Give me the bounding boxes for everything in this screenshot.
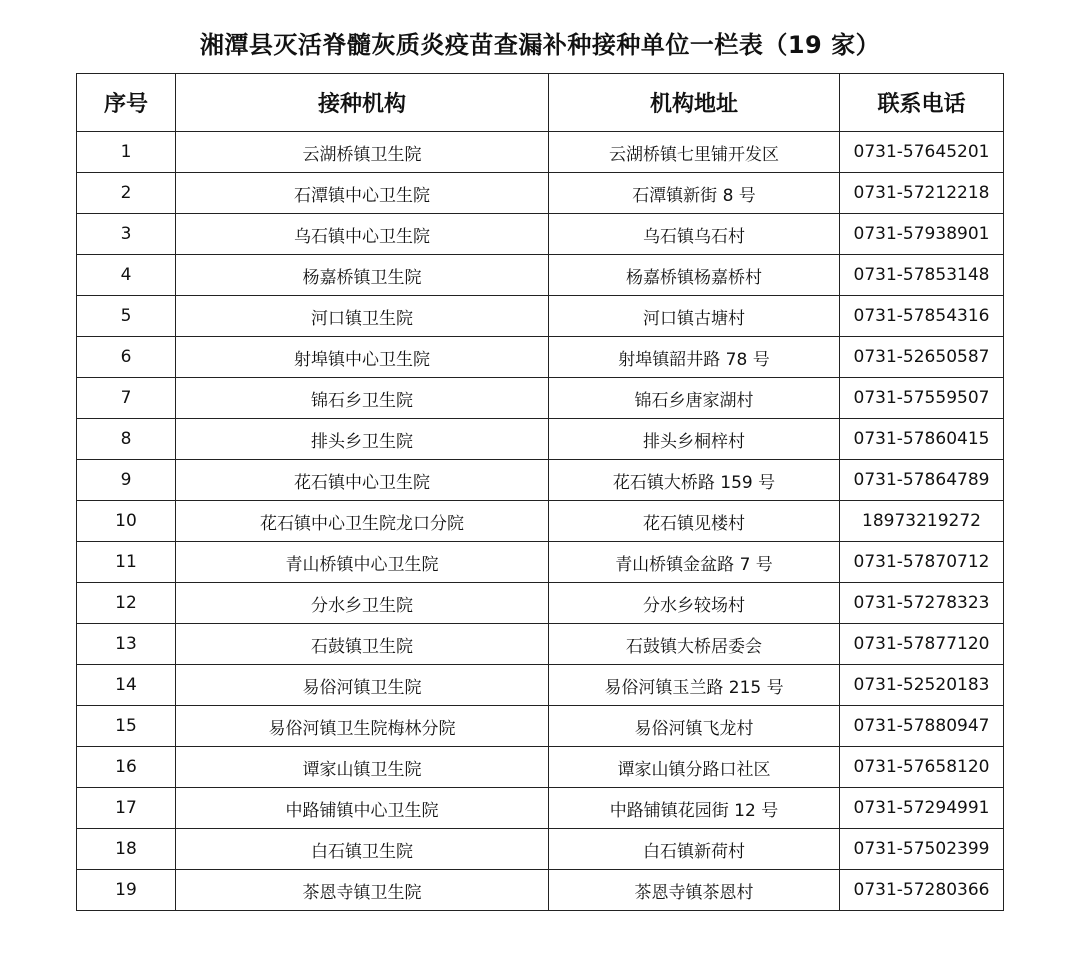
row-phone: 0731-57658120 — [840, 747, 1004, 788]
row-address: 杨嘉桥镇杨嘉桥村 — [549, 255, 840, 296]
row-address: 中路铺镇花园街 12 号 — [549, 788, 840, 829]
row-institution: 石潭镇中心卫生院 — [176, 173, 549, 214]
row-phone: 0731-57860415 — [840, 419, 1004, 460]
header-index: 序号 — [77, 74, 176, 132]
row-institution: 排头乡卫生院 — [176, 419, 549, 460]
row-phone: 0731-57877120 — [840, 624, 1004, 665]
row-address: 石鼓镇大桥居委会 — [549, 624, 840, 665]
row-institution: 青山桥镇中心卫生院 — [176, 542, 549, 583]
table-row — [77, 296, 1004, 337]
header-institution: 接种机构 — [176, 74, 549, 132]
row-address: 分水乡较场村 — [549, 583, 840, 624]
row-index: 16 — [77, 747, 176, 788]
table-row — [77, 132, 1004, 173]
row-institution: 分水乡卫生院 — [176, 583, 549, 624]
row-phone: 0731-57854316 — [840, 296, 1004, 337]
table-row — [77, 419, 1004, 460]
table-row — [77, 870, 1004, 911]
row-phone: 0731-57502399 — [840, 829, 1004, 870]
row-index: 1 — [77, 132, 176, 173]
row-phone: 0731-57212218 — [840, 173, 1004, 214]
row-phone: 0731-52650587 — [840, 337, 1004, 378]
row-index: 15 — [77, 706, 176, 747]
row-index: 7 — [77, 378, 176, 419]
table-row — [77, 583, 1004, 624]
row-institution: 花石镇中心卫生院 — [176, 460, 549, 501]
row-phone: 0731-57853148 — [840, 255, 1004, 296]
table-row — [77, 665, 1004, 706]
table-row — [77, 460, 1004, 501]
row-phone: 0731-57559507 — [840, 378, 1004, 419]
row-index: 13 — [77, 624, 176, 665]
table-row — [77, 788, 1004, 829]
header-address: 机构地址 — [549, 74, 840, 132]
page-title: 湘潭县灭活脊髓灰质炎疫苗查漏补种接种单位一栏表（19 家） — [199, 31, 881, 59]
table-row — [77, 829, 1004, 870]
row-address: 云湖桥镇七里铺开发区 — [549, 132, 840, 173]
table-row — [77, 214, 1004, 255]
row-address: 谭家山镇分路口社区 — [549, 747, 840, 788]
row-address: 乌石镇乌石村 — [549, 214, 840, 255]
table-row — [77, 378, 1004, 419]
table-body — [77, 132, 1004, 911]
row-institution: 花石镇中心卫生院龙口分院 — [176, 501, 549, 542]
table-row — [77, 706, 1004, 747]
row-index: 10 — [77, 501, 176, 542]
row-index: 9 — [77, 460, 176, 501]
row-institution: 中路铺镇中心卫生院 — [176, 788, 549, 829]
row-institution: 河口镇卫生院 — [176, 296, 549, 337]
row-address: 茶恩寺镇茶恩村 — [549, 870, 840, 911]
row-address: 花石镇大桥路 159 号 — [549, 460, 840, 501]
row-institution: 易俗河镇卫生院 — [176, 665, 549, 706]
row-phone: 0731-57870712 — [840, 542, 1004, 583]
vaccination-sites-table — [76, 73, 1004, 911]
row-phone: 0731-52520183 — [840, 665, 1004, 706]
table-row — [77, 501, 1004, 542]
row-phone: 0731-57864789 — [840, 460, 1004, 501]
row-address: 易俗河镇玉兰路 215 号 — [549, 665, 840, 706]
row-institution: 白石镇卫生院 — [176, 829, 549, 870]
row-institution: 云湖桥镇卫生院 — [176, 132, 549, 173]
row-address: 河口镇古塘村 — [549, 296, 840, 337]
row-index: 6 — [77, 337, 176, 378]
row-phone: 0731-57938901 — [840, 214, 1004, 255]
row-address: 排头乡桐梓村 — [549, 419, 840, 460]
row-address: 锦石乡唐家湖村 — [549, 378, 840, 419]
row-institution: 锦石乡卫生院 — [176, 378, 549, 419]
header-row — [77, 74, 1004, 132]
row-index: 12 — [77, 583, 176, 624]
header-phone: 联系电话 — [840, 74, 1004, 132]
row-phone: 0731-57294991 — [840, 788, 1004, 829]
row-address: 花石镇见楼村 — [549, 501, 840, 542]
row-institution: 乌石镇中心卫生院 — [176, 214, 549, 255]
row-address: 白石镇新荷村 — [549, 829, 840, 870]
row-institution: 谭家山镇卫生院 — [176, 747, 549, 788]
row-index: 17 — [77, 788, 176, 829]
row-index: 14 — [77, 665, 176, 706]
table-header — [77, 74, 1004, 132]
row-index: 2 — [77, 173, 176, 214]
row-phone: 0731-57280366 — [840, 870, 1004, 911]
table-row — [77, 255, 1004, 296]
table-row — [77, 173, 1004, 214]
table-row — [77, 337, 1004, 378]
row-address: 射埠镇韶井路 78 号 — [549, 337, 840, 378]
row-index: 18 — [77, 829, 176, 870]
row-phone: 0731-57278323 — [840, 583, 1004, 624]
row-index: 19 — [77, 870, 176, 911]
row-phone: 18973219272 — [840, 501, 1004, 542]
row-index: 11 — [77, 542, 176, 583]
table-row — [77, 542, 1004, 583]
table-row — [77, 624, 1004, 665]
row-institution: 杨嘉桥镇卫生院 — [176, 255, 549, 296]
row-address: 青山桥镇金盆路 7 号 — [549, 542, 840, 583]
row-index: 8 — [77, 419, 176, 460]
table-row — [77, 747, 1004, 788]
row-index: 3 — [77, 214, 176, 255]
row-institution: 石鼓镇卫生院 — [176, 624, 549, 665]
row-index: 5 — [77, 296, 176, 337]
row-index: 4 — [77, 255, 176, 296]
row-address: 易俗河镇飞龙村 — [549, 706, 840, 747]
row-institution: 射埠镇中心卫生院 — [176, 337, 549, 378]
row-institution: 茶恩寺镇卫生院 — [176, 870, 549, 911]
row-address: 石潭镇新街 8 号 — [549, 173, 840, 214]
row-institution: 易俗河镇卫生院梅林分院 — [176, 706, 549, 747]
row-phone: 0731-57645201 — [840, 132, 1004, 173]
row-phone: 0731-57880947 — [840, 706, 1004, 747]
